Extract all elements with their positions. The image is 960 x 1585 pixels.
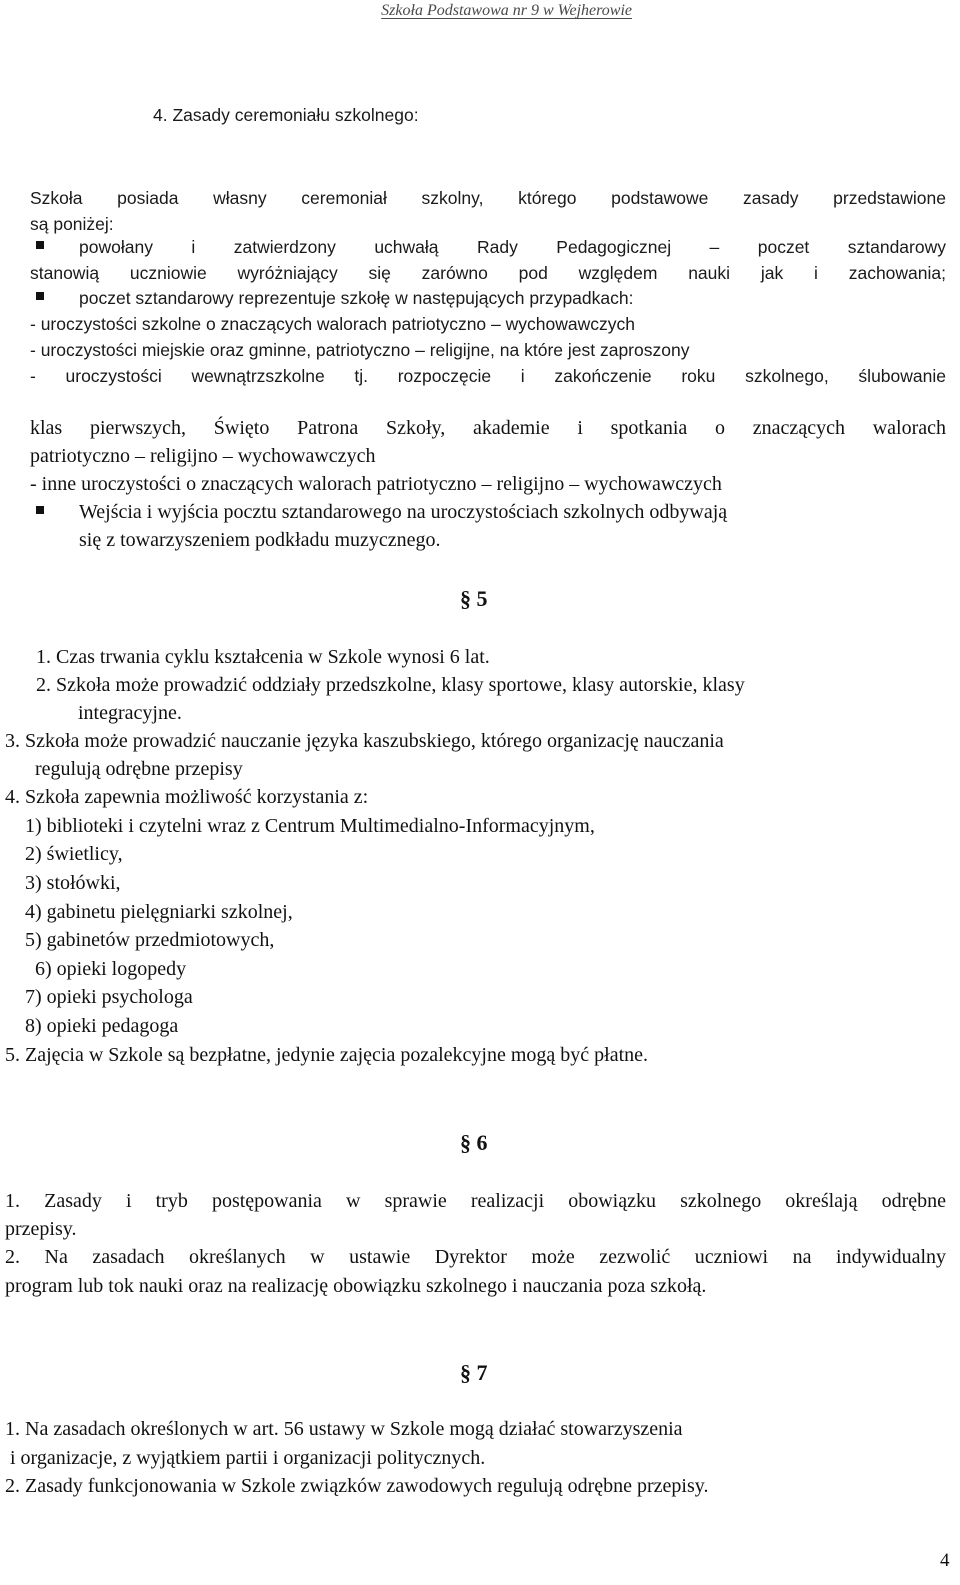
dash-item-2: - uroczystości miejskie oraz gminne, patriotyczno – religijne, na które jest zaproszony — [30, 340, 690, 360]
service-list-item: 3) stołówki, — [25, 872, 121, 894]
service-list-item: 4) gabinetu pielęgniarki szkolnej, — [25, 901, 293, 923]
par6-item-2-line-2: program lub tok nauki oraz na realizację obowiązku szkolnego i nauczania poza szkołą. — [5, 1275, 707, 1297]
paragraph-7-symbol: § 7 — [460, 1360, 488, 1385]
intro-line-2: są poniżej: — [30, 214, 114, 234]
dash-item-4: - inne uroczystości o znaczących walorach patriotyczno – religijno – wychowawczych — [30, 473, 722, 495]
bullet-square-icon — [36, 241, 44, 249]
par7-item-2: 2. Zasady funkcjonowania w Szkole związków zawodowych regulują odrębne przepisy. — [5, 1475, 709, 1497]
service-list-item: 6) opieki logopedy — [35, 958, 187, 980]
dash-item-3: - uroczystości wewnątrzszkolne tj. rozpoczęcie i zakończenie roku szkolnego, ślubowanie — [30, 366, 946, 386]
page-number: 4 — [940, 1550, 950, 1571]
service-list-item: 2) świetlicy, — [25, 843, 123, 865]
header-title: Szkoła Podstawowa nr 9 w Wejherowie — [381, 2, 632, 19]
bullet-3-line-1: Wejścia i wyjścia pocztu sztandarowego na uroczystościach szkolnych odbywają — [79, 501, 728, 523]
par6-item-1-line-1: 1. Zasady i tryb postępowania w sprawie realizacji obowiązku szkolnego określają odrębne — [5, 1190, 946, 1212]
service-list-item: 5) gabinetów przedmiotowych, — [25, 929, 275, 951]
page-header — [0, 0, 960, 20]
service-list-item: 7) opieki psychologa — [25, 986, 193, 1008]
paragraph-5-symbol: § 5 — [460, 586, 488, 611]
bullet-square-icon — [36, 292, 44, 300]
dash-item-3-line-2: klas pierwszych, Święto Patrona Szkoły, akademie i spotkania o znaczących walorach — [30, 417, 946, 439]
bullet-2: poczet sztandarowy reprezentuje szkołę w następujących przypadkach: — [79, 288, 634, 308]
par7-item-1-line-1: 1. Na zasadach określonych w art. 56 ustawy w Szkole mogą działać stowarzyszenia — [5, 1418, 683, 1440]
par5-item-5: 5. Zajęcia w Szkole są bezpłatne, jedynie zajęcia pozalekcyjne mogą być płatne. — [5, 1044, 649, 1066]
par6-item-2-line-1: 2. Na zasadach określanych w ustawie Dyrektor może zezwolić uczniowi na indywidualny — [5, 1246, 946, 1268]
paragraph-6-symbol: § 6 — [460, 1130, 488, 1155]
par5-item-1: 1. Czas trwania cyklu kształcenia w Szkole wynosi 6 lat. — [36, 646, 490, 668]
par5-item-2-line-1: 2. Szkoła może prowadzić oddziały przedszkolne, klasy sportowe, klasy autorskie, klasy — [36, 674, 745, 696]
dash-item-1: - uroczystości szkolne o znaczących walorach patriotyczno – wychowawczych — [30, 314, 635, 334]
service-list-item: 8) opieki pedagoga — [25, 1015, 179, 1037]
par5-item-2-line-2: integracyjne. — [78, 702, 182, 724]
bullet-1-line-2: stanowią uczniowie wyróżniający się zarówno pod względem nauki jak i zachowania; — [30, 263, 946, 283]
intro-line-1: Szkoła posiada własny ceremoniał szkolny, którego podstawowe zasady przedstawione — [30, 188, 946, 208]
section-heading: 4. Zasady ceremoniału szkolnego: — [153, 105, 419, 125]
dash-item-3-line-3: patriotyczno – religijno – wychowawczych — [30, 445, 376, 467]
par6-item-1-line-2: przepisy. — [5, 1218, 77, 1240]
par5-item-3-line-1: 3. Szkoła może prowadzić nauczanie języka kaszubskiego, którego organizację nauczania — [5, 730, 724, 752]
par5-item-3-line-2: regulują odrębne przepisy — [35, 758, 243, 780]
bullet-1-line-1: powołany i zatwierdzony uchwałą Rady Pedagogicznej – poczet sztandarowy — [79, 237, 946, 257]
par7-item-1-line-2: i organizacje, z wyjątkiem partii i organizacji politycznych. — [10, 1447, 486, 1469]
service-list-item: 1) biblioteki i czytelni wraz z Centrum Multimedialno-Informacyjnym, — [25, 815, 595, 837]
par5-item-4: 4. Szkoła zapewnia możliwość korzystania z: — [5, 786, 369, 808]
bullet-square-icon — [36, 506, 44, 514]
bullet-3-line-2: się z towarzyszeniem podkładu muzycznego. — [79, 529, 441, 551]
